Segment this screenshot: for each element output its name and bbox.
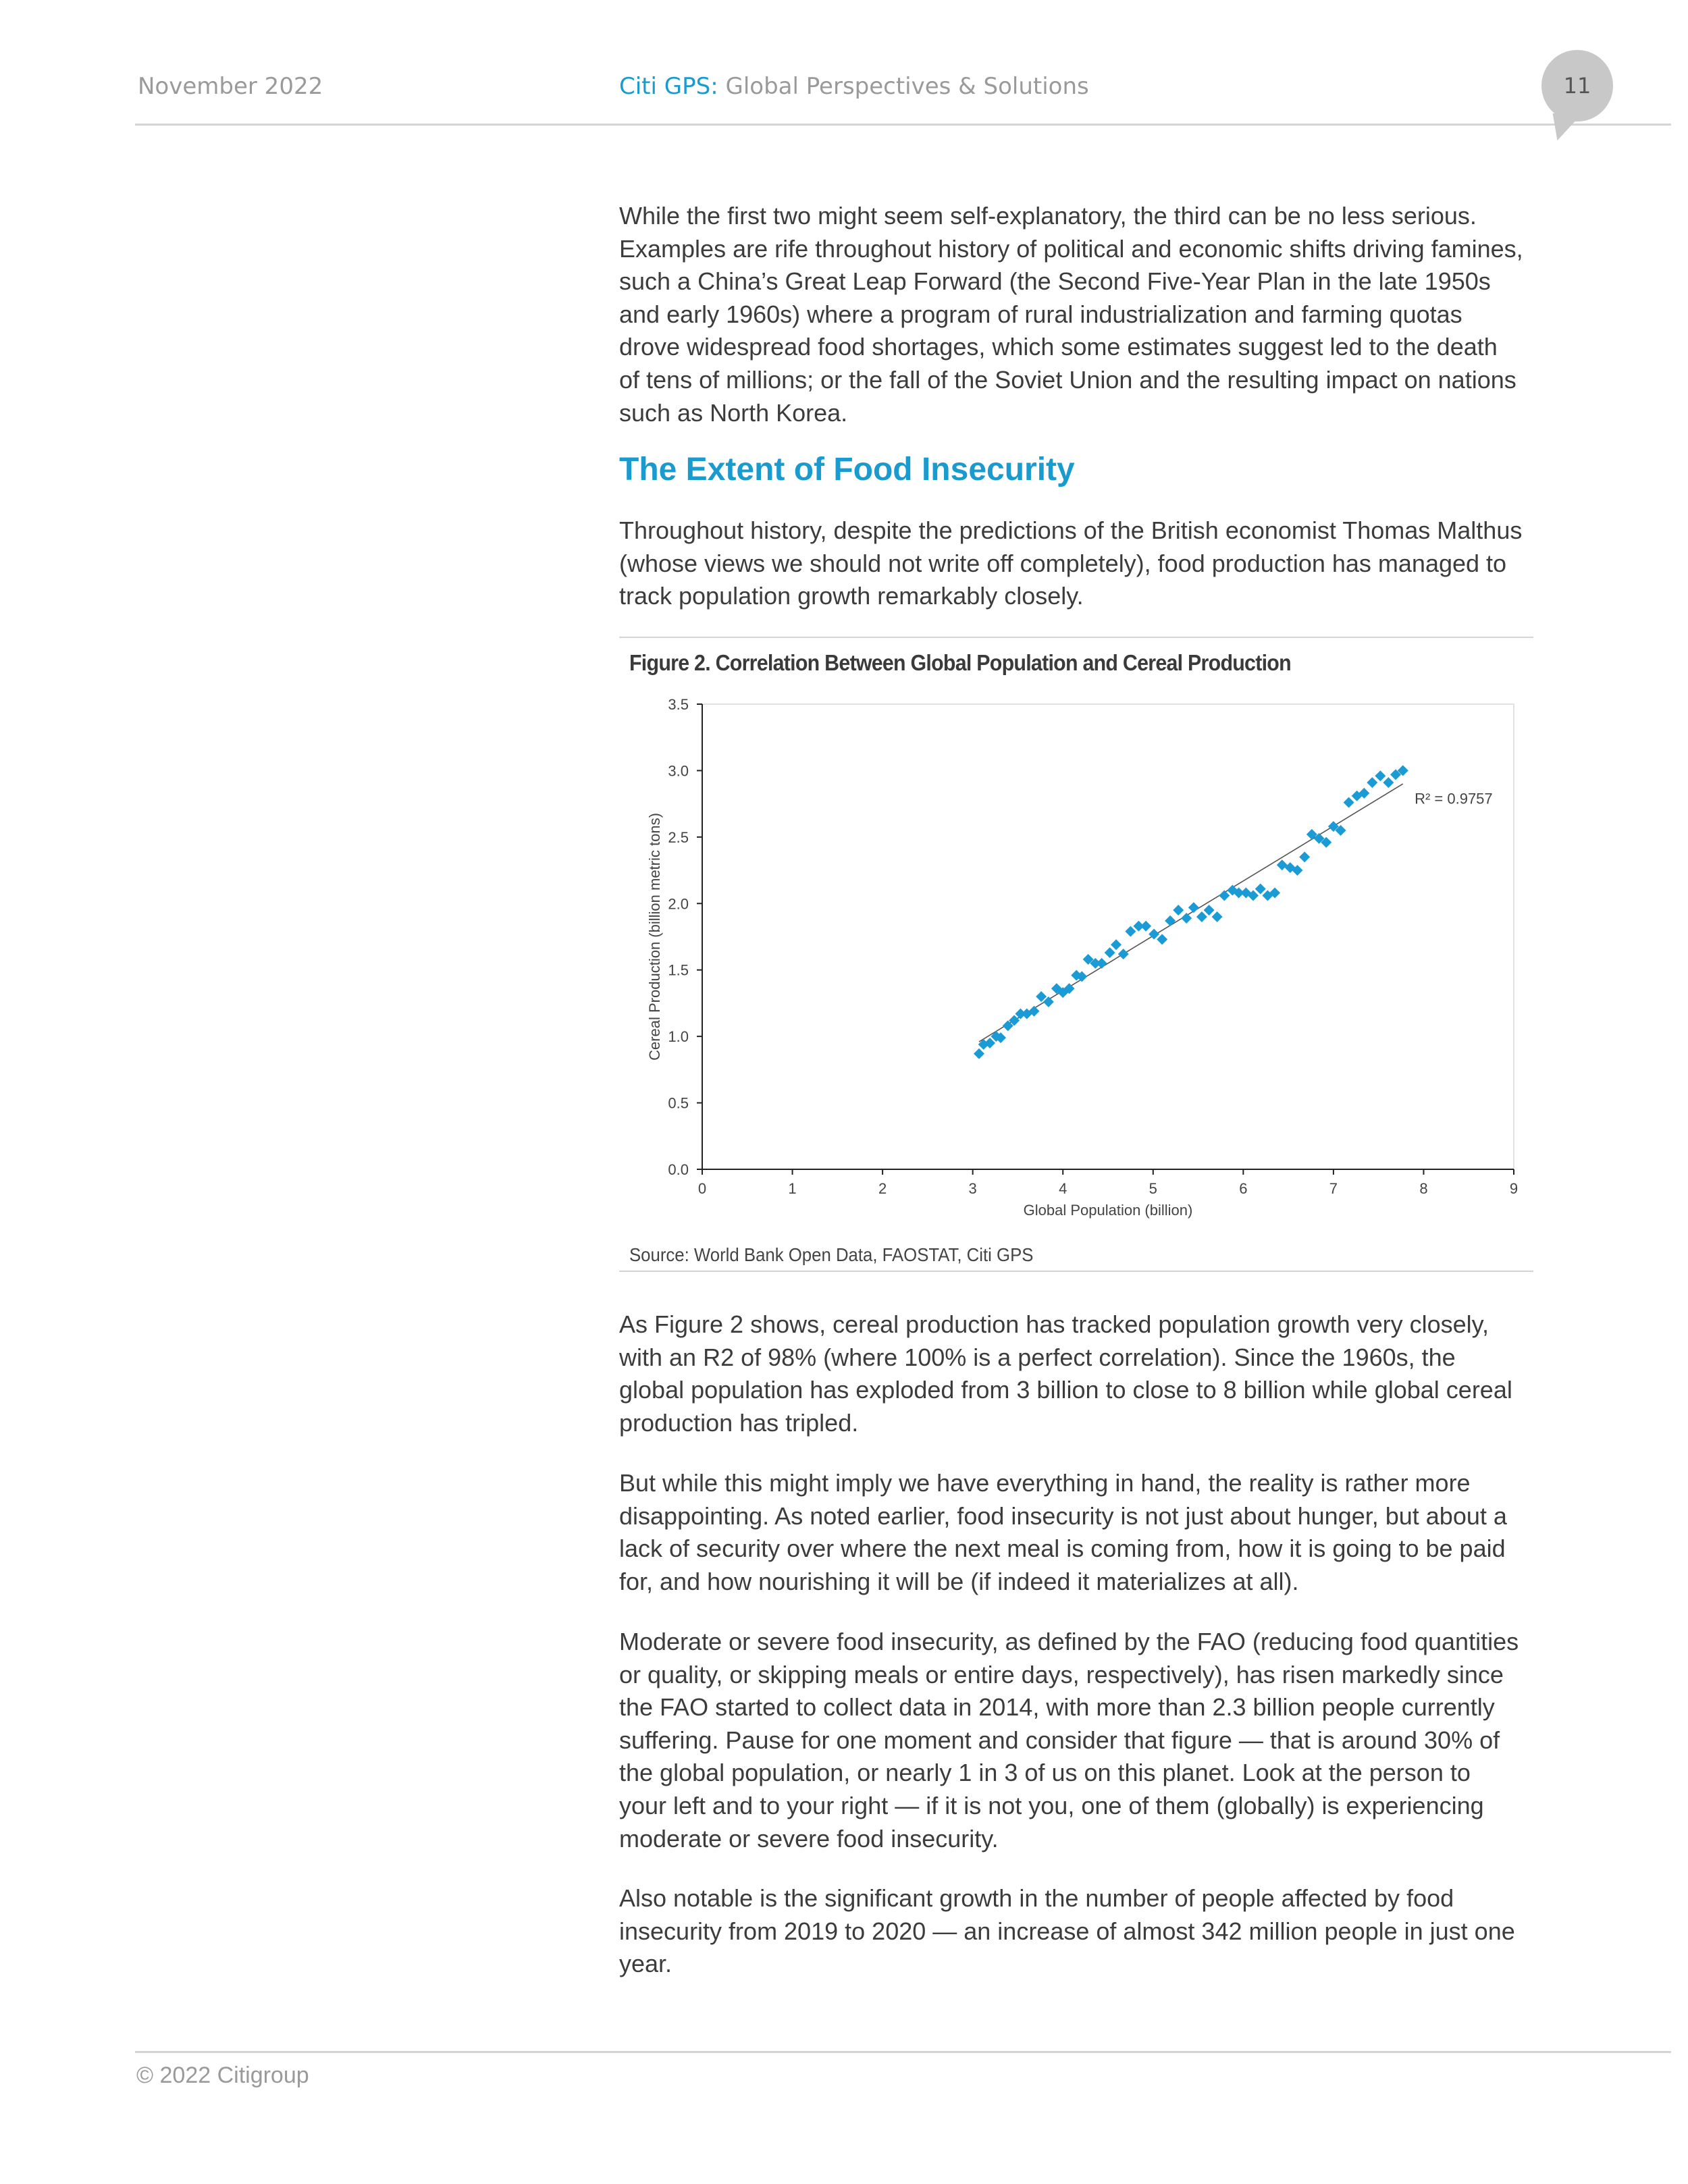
x-tick-label: 6 [1239, 1180, 1248, 1197]
x-tick-label: 2 [878, 1180, 887, 1197]
text-line: the global population, or nearly 1 in 3 of us on this planet. Look at the person to [619, 1759, 1471, 1787]
data-point [1219, 890, 1230, 901]
paragraph-6 [619, 1882, 1515, 1981]
header-rule [135, 124, 1671, 126]
data-point [1367, 777, 1377, 788]
figure-top-rule [619, 637, 1533, 638]
data-point [1188, 902, 1199, 913]
data-point [974, 1048, 984, 1059]
data-point [1196, 911, 1207, 922]
data-point [1255, 884, 1266, 895]
x-tick-label: 3 [968, 1180, 977, 1197]
figure-bottom-rule [619, 1271, 1533, 1272]
data-point [1173, 905, 1184, 915]
x-tick-label: 8 [1419, 1180, 1428, 1197]
y-tick-label: 2.5 [668, 828, 689, 846]
y-tick-label: 0.5 [668, 1094, 689, 1112]
brand-name: Citi GPS: [619, 73, 718, 100]
header-publication [619, 73, 1089, 100]
paragraph-4 [619, 1467, 1507, 1598]
figure-title: Figure 2. Correlation Between Global Population and Cereal Production [629, 650, 1291, 675]
x-axis-title: Global Population (billion) [1023, 1202, 1193, 1219]
text-line: While the first two might seem self-explanatory, the third can be no less serious. [619, 202, 1477, 230]
text-line: insecurity from 2019 to 2020 — an increase of almost 342 million people in just one [619, 1917, 1515, 1945]
text-line: your left and to your right — if it is not you, one of them (globally) is experiencing [619, 1791, 1484, 1819]
scatter-chart [608, 682, 1526, 1222]
text-line: or quality, or skipping meals or entire days, respectively), has risen markedly since [619, 1660, 1504, 1688]
text-line: lack of security over where the next meal is coming from, how it is going to be paid [619, 1535, 1506, 1563]
data-point [1277, 859, 1288, 870]
text-line: year. [619, 1950, 672, 1978]
data-point [1140, 921, 1151, 932]
text-line: such as North Korea. [619, 398, 848, 427]
y-tick-label: 3.5 [668, 696, 689, 713]
y-tick-label: 2.0 [668, 895, 689, 913]
y-tick-label: 1.0 [668, 1028, 689, 1046]
text-line: Throughout history, despite the predictions of the British economist Thomas Malthus [619, 516, 1523, 544]
footer-rule [135, 2051, 1671, 2053]
text-line: suffering. Pause for one moment and consider that figure — that is around 30% of [619, 1726, 1500, 1754]
text-line: of tens of millions; or the fall of the Soviet Union and the resulting impact on nations [619, 365, 1516, 394]
data-point [1383, 777, 1394, 788]
text-line: and early 1960s) where a program of rural industrialization and farming quotas [619, 300, 1462, 328]
x-tick-label: 1 [788, 1180, 797, 1197]
data-point [1125, 926, 1136, 937]
paragraph-1 [619, 200, 1523, 429]
x-tick-label: 7 [1329, 1180, 1338, 1197]
data-point [1165, 915, 1176, 926]
text-line: Also notable is the significant growth in the number of people affected by food [619, 1884, 1454, 1912]
data-point [1157, 934, 1167, 944]
data-point [1111, 939, 1122, 950]
text-line: disappointing. As noted earlier, food insecurity is not just about hunger, but about a [619, 1501, 1507, 1530]
text-line: production has tripled. [619, 1408, 859, 1437]
text-line: As Figure 2 shows, cereal production has tracked population growth very closely, [619, 1310, 1489, 1338]
y-tick-label: 3.0 [668, 762, 689, 780]
section-heading: The Extent of Food Insecurity [619, 452, 1075, 487]
text-line: track population growth remarkably closely. [619, 582, 1084, 610]
y-tick-label: 0.0 [668, 1161, 689, 1178]
text-line: (whose views we should not write off completely), food production has managed to [619, 549, 1507, 577]
r-squared-annotation: R² = 0.9757 [1415, 790, 1493, 807]
text-line: such a China’s Great Leap Forward (the Second Five-Year Plan in the late 1950s [619, 267, 1491, 296]
x-tick-label: 5 [1149, 1180, 1157, 1197]
text-line: Moderate or severe food insecurity, as defined by the FAO (reducing food quantities [619, 1628, 1519, 1655]
data-point [1105, 947, 1115, 958]
x-tick-label: 0 [697, 1180, 707, 1197]
x-tick-label: 4 [1059, 1180, 1067, 1197]
footer-copyright: © 2022 Citigroup [136, 2062, 309, 2088]
paragraph-3 [619, 1308, 1512, 1439]
y-tick-label: 1.5 [668, 961, 689, 979]
text-line: global population has exploded from 3 billion to close to 8 billion while global cereal [619, 1376, 1512, 1404]
paragraph-5 [619, 1626, 1519, 1855]
y-axis-title: Cereal Production (billion metric tons) [646, 813, 663, 1061]
data-point [1204, 905, 1215, 915]
text-line: with an R2 of 98% (where 100% is a perfect correlation). Since the 1960s, the [619, 1343, 1456, 1371]
data-point [1118, 949, 1129, 959]
data-point [1344, 797, 1354, 808]
text-line: Examples are rife throughout history of political and economic shifts driving famines, [619, 234, 1523, 263]
data-point [1299, 851, 1310, 862]
data-point [1097, 958, 1107, 969]
figure-source: Source: World Bank Open Data, FAOSTAT, Citi GPS [629, 1244, 1034, 1265]
x-tick-label: 9 [1509, 1180, 1519, 1197]
trendline [979, 784, 1403, 1042]
data-point [1212, 911, 1223, 922]
text-line: But while this might imply we have everything in hand, the reality is rather more [619, 1469, 1471, 1497]
text-line: moderate or severe food insecurity. [619, 1824, 999, 1853]
paragraph-2 [619, 514, 1522, 613]
text-line: for, and how nourishing it will be (if indeed it materializes at all). [619, 1567, 1299, 1595]
text-line: drove widespread food shortages, which some estimates suggest led to the death [619, 333, 1498, 361]
header-date: November 2022 [138, 73, 323, 100]
page-number-badge: 11 [1541, 50, 1613, 122]
publication-name: Global Perspectives & Solutions [725, 73, 1089, 100]
data-point [1181, 913, 1192, 924]
text-line: the FAO started to collect data in 2014, with more than 2.3 billion people currently [619, 1693, 1495, 1722]
data-point [1375, 770, 1386, 781]
